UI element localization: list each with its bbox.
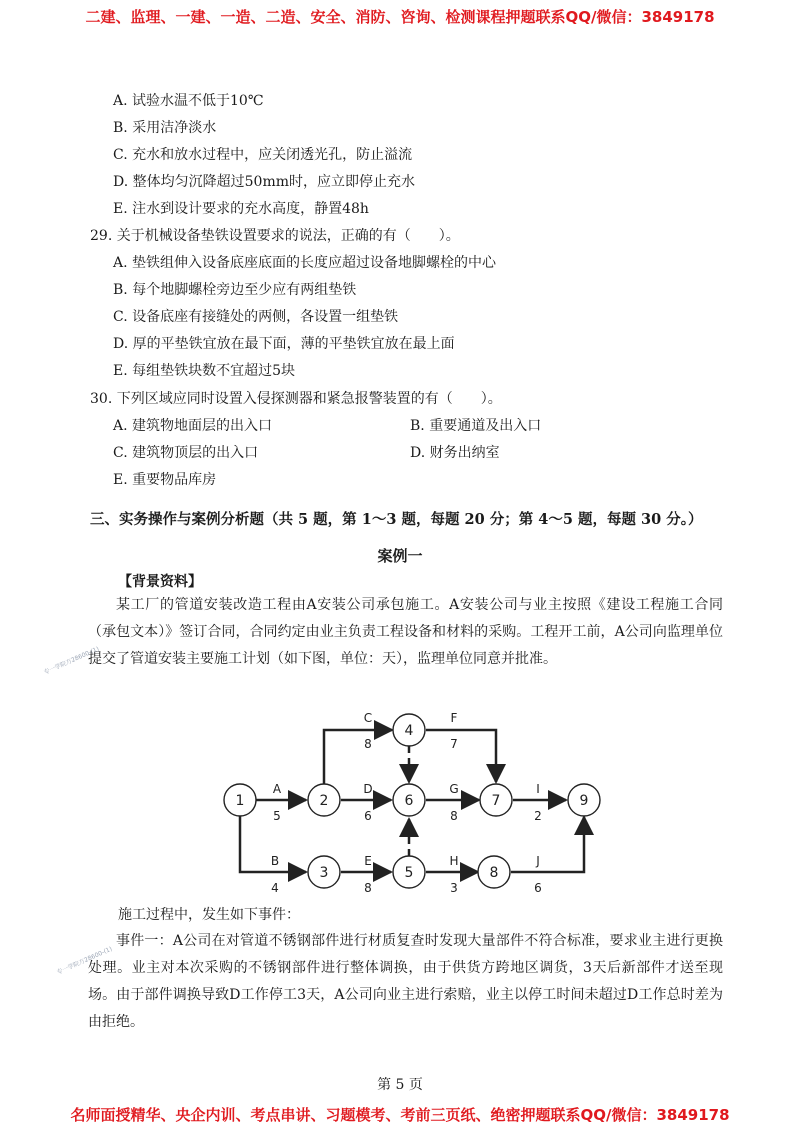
- q30-option-a: A. 建筑物地面层的出入口: [113, 418, 273, 434]
- activity-D-name: D: [363, 782, 373, 796]
- activity-J-name: J: [536, 854, 540, 868]
- activity-I-name: I: [536, 782, 540, 796]
- page-number: 第 5 页: [377, 1077, 423, 1093]
- activity-H-name: H: [449, 854, 459, 868]
- q29-stem: 29. 关于机械设备垫铁设置要求的说法，正确的有（ ）。: [90, 228, 460, 244]
- arrow-F: [426, 730, 496, 782]
- arrow-J: [511, 817, 584, 872]
- header-banner: 二建、监理、一建、一造、二造、安全、消防、咨询、检测课程押题联系QQ/微信：3849178: [85, 8, 715, 26]
- node-label-6: 6: [404, 793, 414, 809]
- activity-B-name: B: [270, 854, 280, 868]
- q29-option-a: A. 垫铁组伸入设备底座底面的长度应超过设备地脚螺栓的中心: [113, 255, 497, 271]
- node-label-1: 1: [235, 793, 245, 809]
- watermark-stamp-2: 专一学院方28600-(1): [55, 945, 114, 977]
- activity-B-duration: 4: [271, 881, 279, 895]
- network-diagram: [0, 700, 800, 900]
- q30-option-d: D. 财务出纳室: [410, 445, 500, 461]
- activity-A-name: A: [272, 782, 282, 796]
- node-label-3: 3: [319, 865, 329, 881]
- q28-option-d: D. 整体均匀沉降超过50mm时，应立即停止充水: [113, 174, 415, 190]
- node-label-8: 8: [489, 865, 499, 881]
- activity-I-duration: 2: [534, 809, 542, 823]
- q28-option-b: B. 采用洁净淡水: [113, 120, 217, 136]
- node-label-7: 7: [491, 793, 501, 809]
- q29-option-b: B. 每个地脚螺栓旁边至少应有两组垫铁: [113, 282, 357, 298]
- watermark-stamp: 专一学院方28600-(1): [42, 645, 101, 677]
- node-label-5: 5: [404, 865, 414, 881]
- q30-option-b: B. 重要通道及出入口: [410, 418, 542, 434]
- node-label-9: 9: [579, 793, 589, 809]
- event-1: 事件一：A公司在对管道不锈钢部件进行材质复查时发现大量部件不符合标准，要求业主进行更换处理。业主对本次采购的不锈钢部件进行整体调换，由于供货方跨地区调货，3天后新部件才送至现场。由于部件调换导致D工作停工3天，A公司向业主进行索赔，业主以停工时间未超过D工作总时差为由拒绝。: [88, 933, 723, 1030]
- case-title: 案例一: [377, 547, 423, 565]
- background-label: 【背景资料】: [118, 574, 202, 590]
- activity-G-duration: 8: [450, 809, 458, 823]
- q29-option-e: E. 每组垫铁块数不宜超过5块: [113, 363, 296, 379]
- section-title: 三、实务操作与案例分析题（共 5 题，第 1～3 题，每题 20 分；第 4～5 题，每题 30 分。）: [90, 511, 703, 528]
- activity-F-name: F: [450, 711, 458, 725]
- activity-G-name: G: [449, 782, 459, 796]
- arrow-C: [324, 730, 392, 784]
- activity-F-duration: 7: [450, 737, 458, 751]
- node-label-4: 4: [404, 723, 414, 739]
- q29-option-d: D. 厚的平垫铁宜放在最下面，薄的平垫铁宜放在最上面: [113, 336, 455, 352]
- q28-option-c: C. 充水和放水过程中，应关闭透光孔，防止溢流: [113, 147, 413, 163]
- activity-C-name: C: [363, 711, 373, 725]
- q30-option-e: E. 重要物品库房: [113, 472, 217, 488]
- activity-E-duration: 8: [364, 881, 372, 895]
- footer-banner: 名师面授精华、央企内训、考点串讲、习题模考、考前三页纸、绝密押题联系QQ/微信：3849178: [70, 1106, 730, 1124]
- q28-option-a: A. 试验水温不低于10℃: [113, 93, 264, 109]
- activity-A-duration: 5: [273, 809, 281, 823]
- activity-H-duration: 3: [450, 881, 458, 895]
- activity-J-duration: 6: [534, 881, 542, 895]
- activity-D-duration: 6: [364, 809, 372, 823]
- q30-stem: 30. 下列区域应同时设置入侵探测器和紧急报警装置的有（ ）。: [90, 391, 502, 407]
- events-intro: 施工过程中，发生如下事件：: [118, 907, 300, 923]
- q29-option-c: C. 设备底座有接缝处的两侧，各设置一组垫铁: [113, 309, 399, 325]
- q30-option-c: C. 建筑物顶层的出入口: [113, 445, 259, 461]
- activity-C-duration: 8: [364, 737, 372, 751]
- background-text: 某工厂的管道安装改造工程由A安装公司承包施工。A安装公司与业主按照《建设工程施工合同（承包文本）》签订合同，合同约定由业主负责工程设备和材料的采购。工程开工前，A公司向监理单位提交了管道安装主要施工计划（如下图，单位：天），监理单位同意并批准。: [88, 597, 723, 667]
- node-label-2: 2: [319, 793, 329, 809]
- activity-E-name: E: [364, 854, 372, 868]
- q28-option-e: E. 注水到设计要求的充水高度，静置48h: [113, 201, 369, 217]
